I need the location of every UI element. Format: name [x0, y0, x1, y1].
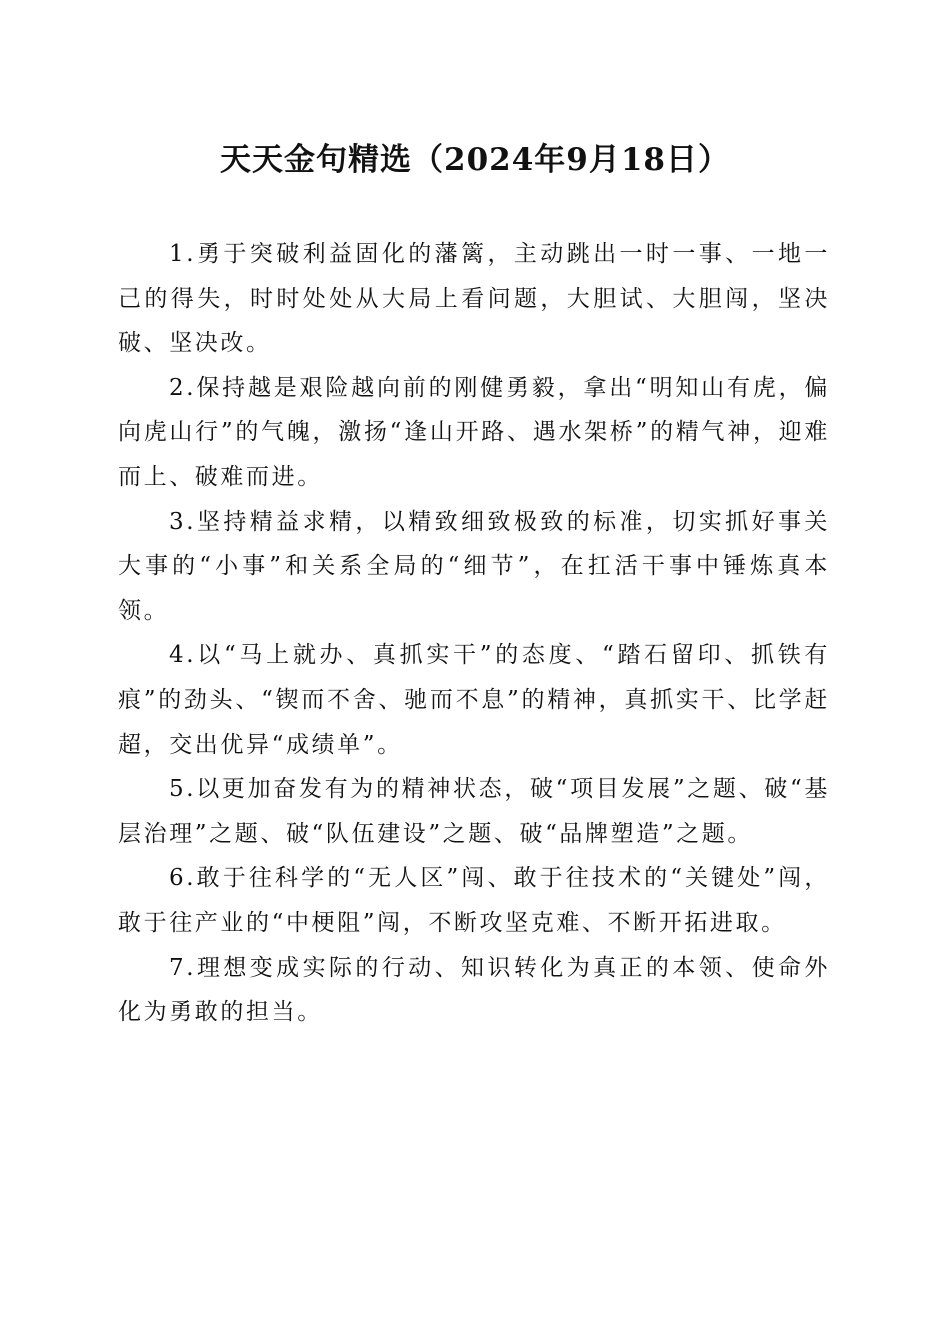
paragraph-5: 5.以更加奋发有为的精神状态，破“项目发展”之题、破“基层治理”之题、破“队伍建设”之题、破“品牌塑造”之题。	[118, 776, 830, 847]
paragraph-4: 4.以“马上就办、真抓实干”的态度、“踏石留印、抓铁有痕”的劲头、“锲而不舍、驰而不息”的精神，真抓实干、比学赶超，交出优异“成绩单”。	[118, 642, 830, 758]
paragraph-2: 2.保持越是艰险越向前的刚健勇毅，拿出“明知山有虎，偏向虎山行”的气魄，激扬“逢山开路、遇水架桥”的精气神，迎难而上、破难而进。	[118, 374, 830, 490]
paragraph-7: 7.理想变成实际的行动、知识转化为真正的本领、使命外化为勇敢的担当。	[118, 954, 830, 1026]
paragraph-6: 6.敢于往科学的“无人区”闯、敢于往技术的“关键处”闯，敢于往产业的“中梗阻”闯，不断攻坚克难、不断开拓进取。	[118, 865, 830, 936]
paragraph-1: 1.勇于突破利益固化的藩篱，主动跳出一时一事、一地一己的得失，时时处处从大局上看问题，大胆试、大胆闯，坚决破、坚决改。	[118, 241, 830, 357]
paragraph-3: 3.坚持精益求精，以精致细致极致的标准，切实抓好事关大事的“小事”和关系全局的“细节”，在扛活干事中锤炼真本领。	[118, 508, 830, 624]
document-title: 天天金句精选（2024年9月18日）	[220, 142, 730, 178]
document-body	[118, 232, 830, 1035]
